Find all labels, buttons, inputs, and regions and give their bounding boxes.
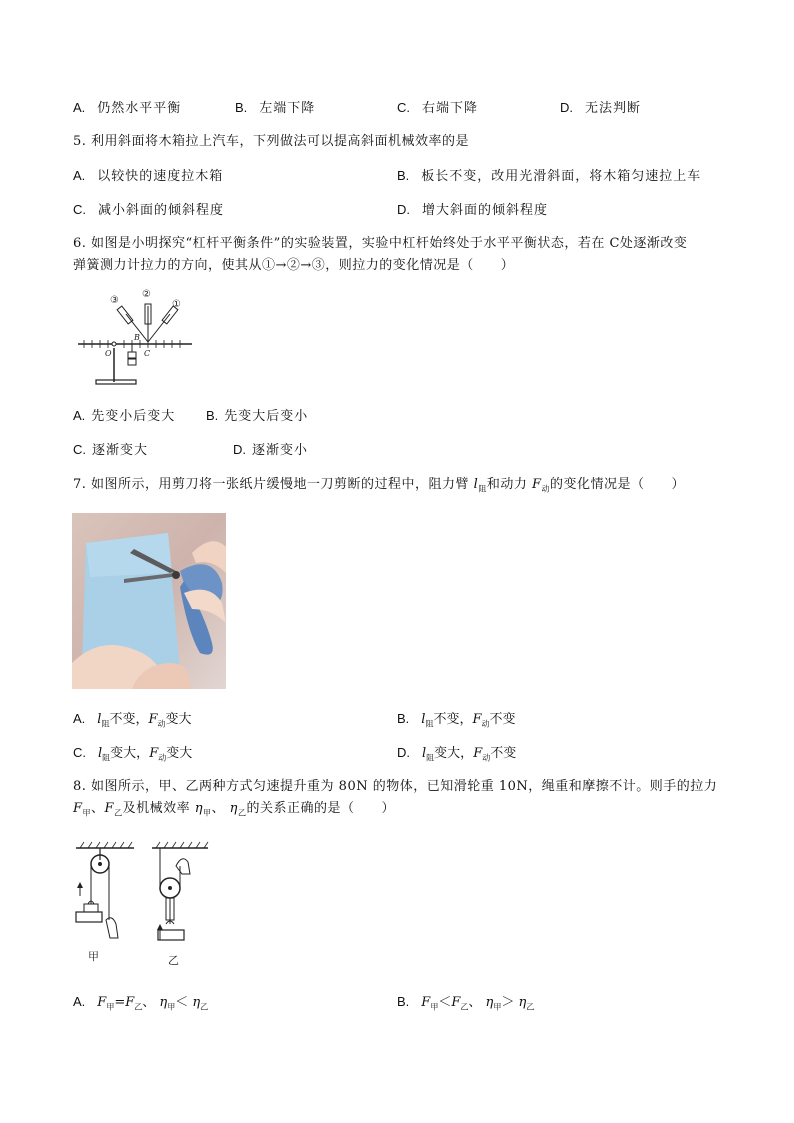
separator: 、 [211,801,230,816]
q7-stem-mid: 和动力 [486,477,532,492]
var-l: l [97,712,102,727]
sub-zu: 阻 [102,753,111,763]
option-text: 逐渐变大 [92,443,149,458]
sub-dong: 动 [482,753,491,763]
option-letter: A. [73,408,86,423]
option-letter: B. [235,100,248,115]
sub-yi: 乙 [526,1002,535,1012]
option-letter: D. [233,442,246,457]
var-l: l [422,746,427,761]
separator: 、 [468,995,486,1010]
var-f: F [451,995,461,1010]
sub-zu: 阻 [478,484,487,494]
q7-option-a [73,710,192,734]
option-letter: B. [206,408,219,423]
option-letter: D. [397,202,410,217]
label-circle-3: ③ [110,295,119,306]
option-text: 板长不变，改用光滑斜面，将木箱匀速拉上车 [421,169,702,184]
separator: 、 [142,995,160,1010]
q5-option-d [397,201,548,220]
option-text: 变大 [165,712,192,727]
sub-jia: 甲 [430,1002,439,1012]
var-eta: η [192,995,201,1010]
option-text: 无法判断 [585,101,642,116]
sub-dong: 动 [158,753,167,763]
sub-dong: 动 [541,484,551,494]
var-eta: η [518,995,527,1010]
q7-stem [73,476,685,499]
q8-option-b [397,993,534,1017]
var-f: F [73,801,83,816]
option-text: 变大， [434,746,474,761]
q7-option-d [397,744,516,768]
var-f: F [97,995,107,1010]
q5-option-a [73,167,223,186]
q5-stem: 5. 利用斜面将木箱拉上汽车，下列做法可以提高斜面机械效率的是 [73,134,470,149]
option-letter: C. [73,442,86,457]
option-letter: D. [397,745,410,760]
label-b: B [134,333,140,342]
var-f: F [473,746,483,761]
option-letter: C. [73,745,86,760]
option-text: 先变小后变大 [91,409,176,424]
q6-option-c [73,441,148,460]
q7-option-b [397,710,516,734]
var-f: F [472,712,482,727]
sub-dong: 动 [157,719,166,729]
q6-option-a [73,407,175,426]
label-circle-1: ① [172,299,181,310]
sub-dong: 动 [481,719,490,729]
separator: 、 [91,801,105,816]
sub-jia: 甲 [203,808,212,818]
option-text: 先变大后变小 [224,409,309,424]
option-text: 右端下降 [422,101,479,116]
option-text: 不变， [109,712,149,727]
option-text: 减小斜面的倾斜程度 [98,203,225,218]
q4-option-b [235,99,315,118]
option-letter: A. [73,100,86,115]
sub-yi: 乙 [460,1002,469,1012]
option-text: 变大， [110,746,150,761]
q5-option-b [397,167,701,186]
sub-zu: 阻 [425,719,434,729]
var-f: F [531,477,542,492]
var-f: F [421,995,431,1010]
q8-stem-line2 [73,800,395,823]
label-yi: 乙 [168,954,179,967]
sub-jia: 甲 [167,1002,176,1012]
option-text: 仍然水平平衡 [97,101,182,116]
sub-yi: 乙 [114,808,123,818]
var-f: F [104,801,115,816]
option-letter: A. [73,168,86,183]
sub-yi: 乙 [200,1002,209,1012]
sub-zu: 阻 [101,719,110,729]
var-l: l [98,746,103,761]
operator: ＞ [501,995,519,1010]
operator: ＜ [175,995,193,1010]
var-eta: η [229,801,238,816]
q6-option-b [206,407,308,426]
var-eta: η [485,995,494,1010]
option-text: 左端下降 [259,101,316,116]
q8-option-a [73,993,208,1017]
option-text: 不变 [489,712,516,727]
operator: ＜ [438,995,452,1010]
sub-jia: 甲 [493,1002,502,1012]
option-letter: B. [397,994,410,1009]
option-text: 变大 [166,746,193,761]
var-f: F [125,995,135,1010]
option-letter: B. [397,711,410,726]
option-letter: B. [397,168,410,183]
q8-stem-line1: 8. 如图所示，甲、乙两种方式匀速提升重为 80N 的物体，已知滑轮重 10N，绳重和摩擦不计。则手的拉力 [73,779,718,794]
q6-stem-line2: 弹簧测力计拉力的方向，使其从①→②→③，则拉力的变化情况是（ ） [73,258,515,273]
q4-option-d [560,99,641,118]
var-eta: η [194,801,204,816]
option-text: 不变 [490,746,517,761]
option-text: 以较快的速度拉木箱 [97,169,224,184]
lever-experiment-figure [74,286,196,386]
scissors-photo [72,513,226,689]
var-l: l [421,712,426,727]
var-f: F [149,746,159,761]
option-text: 不变， [433,712,473,727]
operator: = [114,995,126,1010]
label-c: C [144,349,151,358]
sub-yi: 乙 [134,1002,143,1012]
q5-option-c [73,201,224,220]
option-letter: C. [397,100,410,115]
label-jia: 甲 [88,950,99,963]
sub-jia: 甲 [106,1002,115,1012]
option-text: 增大斜面的倾斜程度 [422,203,549,218]
option-letter: D. [560,100,573,115]
var-f: F [148,712,158,727]
option-letter: C. [73,202,86,217]
q6-stem-line1: 6. 如图是小明探究“杠杆平衡条件”的实验装置，实验中杠杆始终处于水平平衡状态，若在 C处逐渐改变 [73,236,688,251]
label-o: O [105,349,112,358]
label-circle-2: ② [142,289,151,300]
q6-option-d [233,441,308,460]
sub-jia: 甲 [82,808,92,818]
q4-option-a [73,99,181,118]
option-letter: A. [73,994,86,1009]
q8-stem-suffix: 的关系正确的是（ ） [246,801,395,816]
q7-stem-prefix: 7. 如图所示，用剪刀将一张纸片缓慢地一刀剪断的过程中，阻力臂 [73,477,474,492]
var-eta: η [159,995,168,1010]
q8-stem-mid: 及机械效率 [122,801,195,816]
var-l: l [473,477,479,492]
sub-zu: 阻 [426,753,435,763]
option-letter: A. [73,711,86,726]
sub-yi: 乙 [237,808,247,818]
q7-stem-suffix: 的变化情况是（ ） [550,477,686,492]
option-text: 逐渐变小 [252,443,309,458]
q7-option-c [73,744,192,768]
pulley-figure [72,840,212,968]
q4-option-c [397,99,478,118]
